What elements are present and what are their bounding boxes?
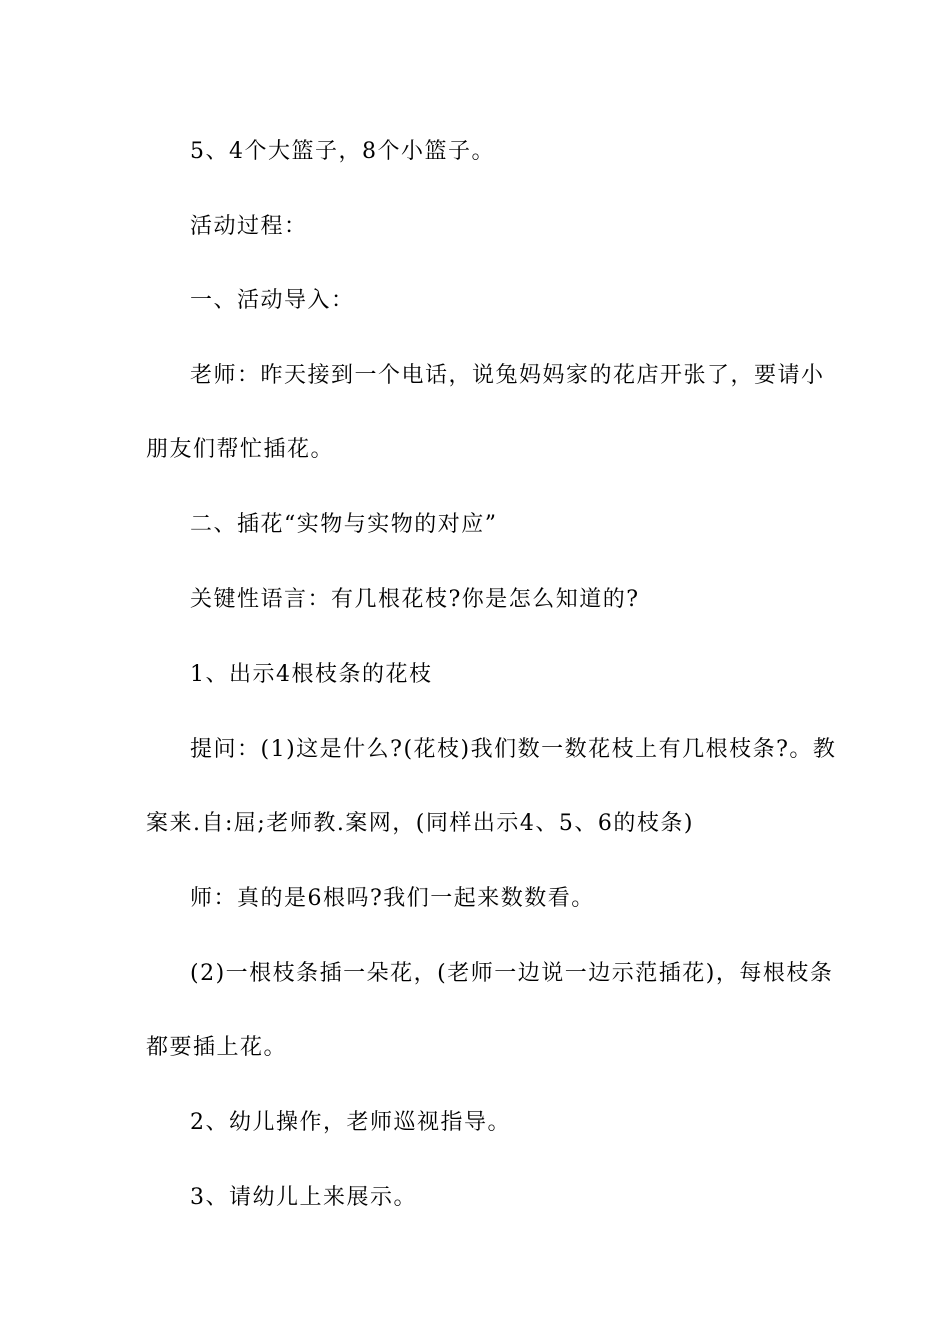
paragraph-demo-line-1: (2)一根枝条插一朵花，(老师一边说一边示范插花)，每根枝条 <box>190 961 834 986</box>
section-heading-process: 活动过程： <box>190 214 308 239</box>
paragraph-teacher-count: 师：真的是6根吗?我们一起来数数看。 <box>190 886 595 911</box>
paragraph-teacher-intro-line-2: 朋友们帮忙插花。 <box>146 437 335 462</box>
paragraph-question-line-2: 案来.自:屈;老师教.案网，(同样出示4、5、6的枝条) <box>146 811 694 836</box>
list-item-children-show: 3、请幼儿上来展示。 <box>190 1185 417 1210</box>
step-heading-intro: 一、活动导入： <box>190 288 355 313</box>
key-language-line: 关键性语言：有几根花枝?你是怎么知道的? <box>190 587 640 612</box>
paragraph-teacher-intro-line-1: 老师：昨天接到一个电话，说兔妈妈家的花店开张了，要请小 <box>190 363 825 388</box>
materials-item-5: 5、4个大篮子，8个小篮子。 <box>190 139 495 164</box>
list-item-children-operate: 2、幼儿操作，老师巡视指导。 <box>190 1110 511 1135</box>
paragraph-question-line-1: 提问：(1)这是什么?(花枝)我们数一数花枝上有几根枝条?。教 <box>190 737 837 762</box>
step-heading-flower-arranging: 二、插花“实物与实物的对应” <box>190 512 498 537</box>
paragraph-demo-line-2: 都要插上花。 <box>146 1035 288 1060</box>
list-item-show-branches: 1、出示4根枝条的花枝 <box>190 662 433 687</box>
